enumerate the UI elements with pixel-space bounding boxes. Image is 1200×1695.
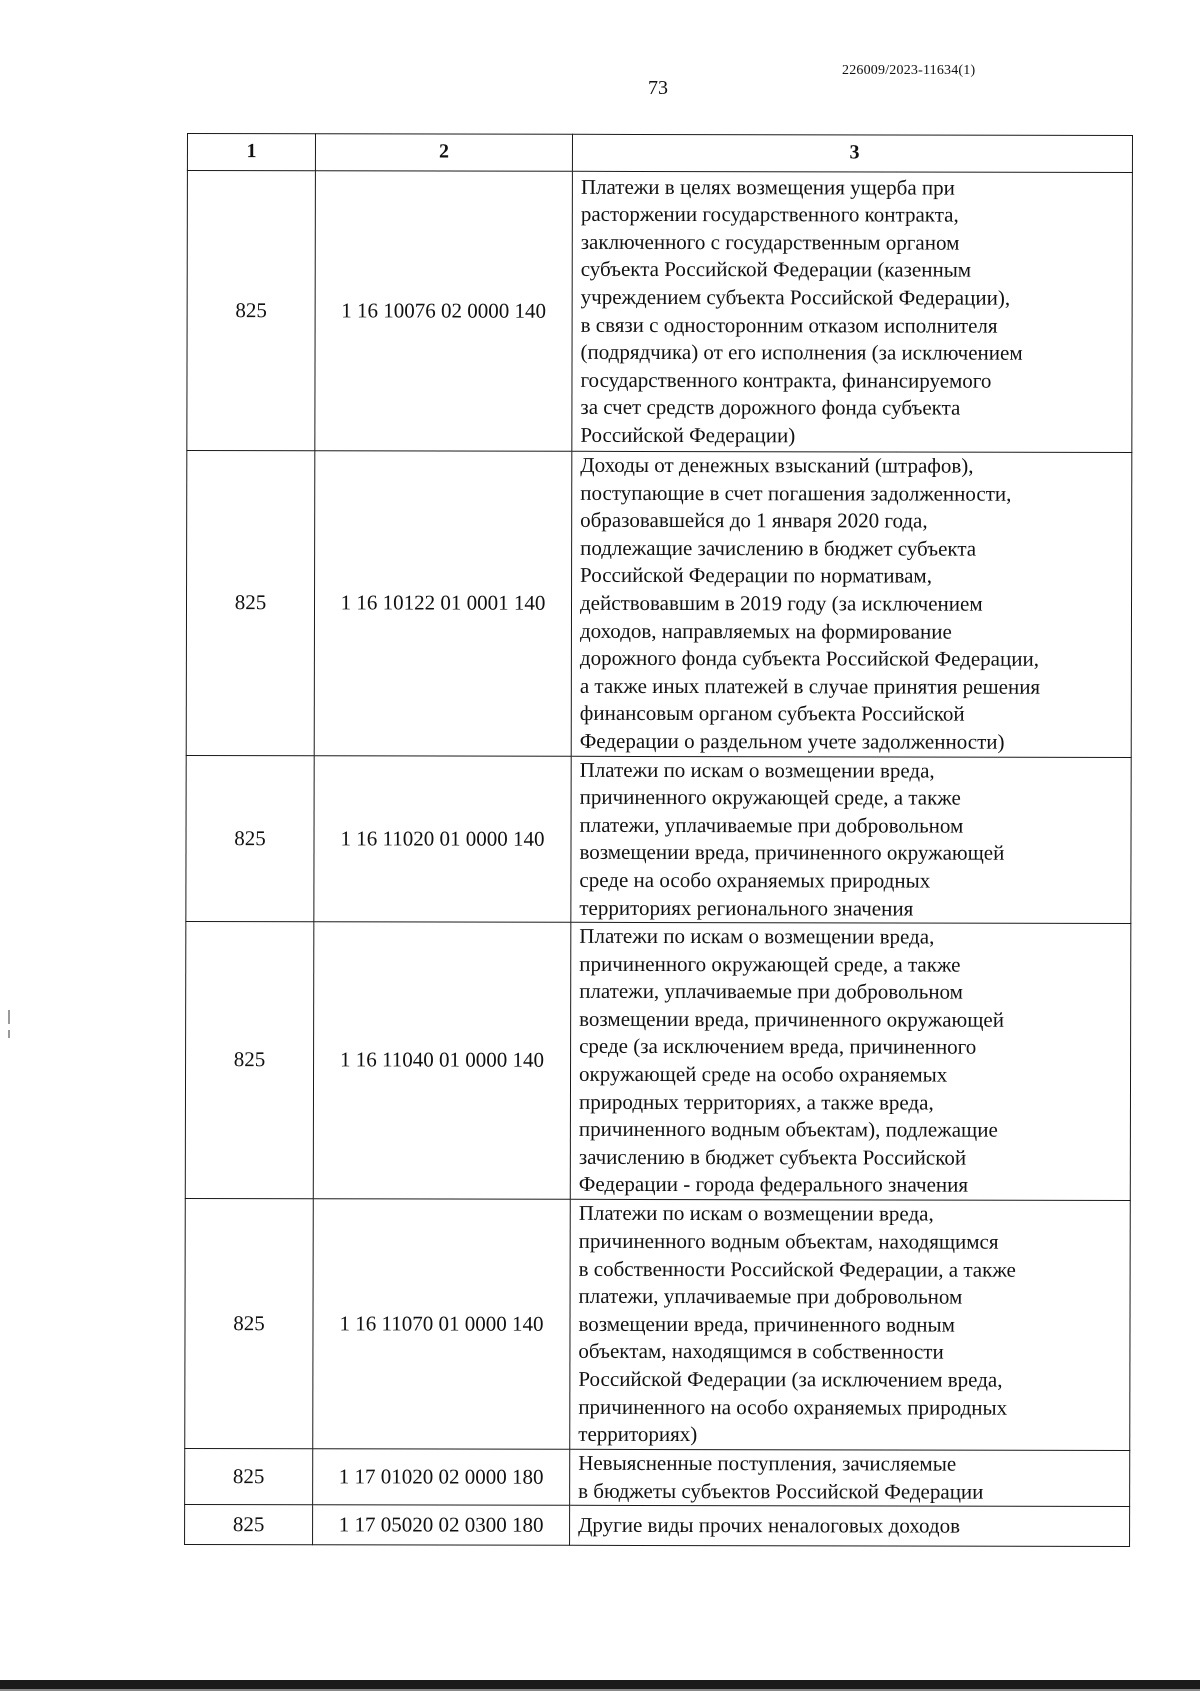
table-row [186, 755, 1131, 924]
scan-margin-mark [8, 1030, 10, 1038]
kbk-code-cell: 1 16 11020 01 0000 140 [314, 755, 571, 922]
table-row [185, 1505, 1130, 1547]
scan-bottom-edge-shadow [0, 1689, 1200, 1691]
description-text: Платежи по искам о возмещении вреда, причиненного водным объектам, находящимся в собственности Российской Федерации, а также платежи, уплачиваемые при добровольном возмещении вреда, причиненного водным объектам, находящимся в собственности Российской Федерации (за исключением вреда, причиненного на особо охраняемых природных территориях) [578, 1201, 1016, 1447]
table-row [185, 922, 1131, 1201]
description-text: Другие виды прочих неналоговых доходов [578, 1512, 961, 1538]
scan-bottom-edge [0, 1680, 1200, 1689]
description-cell [571, 451, 1132, 757]
description-text: Платежи по искам о возмещении вреда, причиненного окружающей среде, а также платежи, уплачиваемые при добровольном возмещении вреда, причиненного окружающей среде на особо охраняемых природных территориях регионального значения [579, 757, 1005, 921]
description-cell [571, 756, 1131, 924]
column-header-3: 3 [572, 134, 1132, 172]
scan-margin-mark [8, 1010, 10, 1024]
admin-code-cell: 825 [186, 755, 314, 922]
table-header-row [187, 134, 1132, 173]
description-cell [570, 922, 1131, 1200]
table-row [185, 1199, 1131, 1451]
kbk-code-cell: 1 17 05020 02 0300 180 [313, 1505, 570, 1546]
description-cell [570, 1506, 1130, 1547]
admin-code-cell: 825 [185, 1449, 313, 1505]
description-text: Платежи по искам о возмещении вреда, причиненного окружающей среде, а также платежи, уплачиваемые при добровольном возмещении вреда, причиненного окружающей среде (за исключением вреда, причиненного окружающей среде на особо охраняемых природных территориях, а также вреда, причиненного водным объектам), подлежащие зачислению в бюджет субъекта Российской Федерации - города федерального значения [578, 923, 1005, 1198]
admin-code-cell: 825 [185, 922, 314, 1199]
kbk-code-cell: 1 16 11070 01 0000 140 [313, 1199, 571, 1450]
description-text: Невыясненные поступления, зачисляемые в бюджеты субъектов Российской Федерации [578, 1450, 984, 1504]
table-row [185, 1449, 1130, 1507]
description-text: Платежи в целях возмещения ущерба при расторжении государственного контракта, заключенного с государственным органом субъекта Российской Федерации (казенным учреждением субъекта Российской Федерации), в связи с односторонним отказом исполнителя (подрядчика) от его исполнения (за исключением государственного контракта, финансируемого за счет средств дорожного фонда субъекта Российской Федерации) [580, 174, 1023, 448]
description-cell [570, 1449, 1130, 1506]
page-number: 73 [648, 77, 668, 99]
kbk-code-cell: 1 16 10122 01 0001 140 [314, 451, 572, 756]
kbk-code-cell: 1 16 11040 01 0000 140 [313, 922, 571, 1199]
kbk-code-cell: 1 16 10076 02 0000 140 [315, 171, 573, 452]
budget-revenue-table [184, 133, 1133, 1547]
table-row [186, 451, 1132, 758]
description-cell [572, 171, 1133, 452]
document-id: 226009/2023-11634(1) [842, 63, 976, 78]
kbk-code-cell: 1 17 01020 02 0000 180 [313, 1449, 570, 1506]
column-header-2: 2 [315, 134, 572, 172]
admin-code-cell: 825 [185, 1505, 313, 1545]
admin-code-cell: 825 [185, 1199, 314, 1449]
description-text: Доходы от денежных взысканий (штрафов), поступающие в счет погашения задолженности, образовавшейся до 1 января 2020 года, подлежащие зачислению в бюджет субъекта Российской Федерации по нормативам, действовавшим в 2019 году (за исключением доходов, направляемых на формирование дорожного фонда субъекта Российской Федерации, а также иных платежей в случае принятия решения финансовым органом субъекта Российской Федерации о раздельном учете задолженности) [579, 452, 1041, 754]
admin-code-cell: 825 [187, 171, 316, 451]
description-cell [570, 1199, 1131, 1450]
admin-code-cell: 825 [186, 451, 315, 756]
table-row [187, 171, 1133, 453]
column-header-1: 1 [187, 134, 315, 171]
